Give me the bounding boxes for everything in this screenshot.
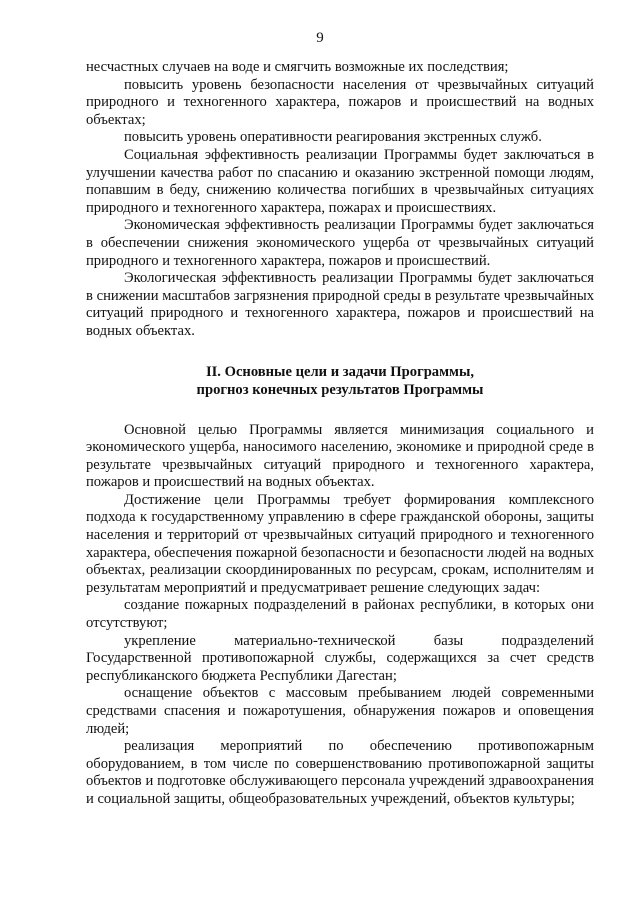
paragraph: Основной целью Программы является минимизация социального и экономического ущерба, наносимого населению, экономике и природной среде в результате чрезвычайных ситуаций природного и техногенного характера, пожаров и происшествий на водных объектах.	[86, 421, 594, 491]
page-number: 9	[316, 30, 324, 46]
paragraph: Социальная эффективность реализации Программы будет заключаться в улучшении качества работ по спасанию и оказанию экстренной помощи людям, попавшим в беду, снижению количества погибших в чрезвычайных ситуациях природного и техногенного характера, пожарах и происшествиях.	[86, 146, 594, 216]
paragraph: реализация мероприятий по обеспечению противопожарным оборудованием, в том числе по совершенствованию противопожарной защиты объектов и подготовке обслуживающего персонала учреждений здравоохранения и социальной защиты, общеобразовательных учреждений, объектов культуры;	[86, 738, 594, 807]
paragraph: Экологическая эффективность реализации Программы будет заключаться в снижении масштабов загрязнения природной среды в результате чрезвычайных ситуаций природного и техногенного характера, пожаров и происшествий на водных объектах.	[86, 270, 594, 339]
paragraph: несчастных случаев на воде и смягчить возможные их последствия;	[86, 59, 509, 75]
paragraph: оснащение объектов с массовым пребыванием людей современными средствами спасения и пожаротушения, обнаружения пожаров и оповещения людей;	[86, 685, 594, 737]
section-heading	[86, 363, 594, 399]
paragraph: укрепление материально-технической базы подразделений Государственной противопожарной службы, содержащихся за счет средств республиканского бюджета Республики Дагестан;	[86, 632, 594, 684]
section-heading-line: прогноз конечных результатов Программы	[196, 381, 484, 398]
paragraph: Достижение цели Программы требует формирования комплексного подхода к государственному управлению в сфере гражданской обороны, защиты населения и территорий от чрезвычайных ситуаций природного и техногенного характера, обеспечения пожарной безопасности и безопасности людей на водных объектах, реализации скоординированных по ресурсам, срокам, исполнителям и результатам мероприятий и предусматривает решение следующих задач:	[86, 491, 594, 596]
paragraph: повысить уровень оперативности реагирования экстренных служб.	[124, 129, 542, 146]
paragraph: создание пожарных подразделений в районах республики, в которых они отсутствуют;	[86, 597, 594, 632]
document-body	[86, 59, 594, 809]
paragraph: повысить уровень безопасности населения от чрезвычайных ситуаций природного и техногенного характера, пожаров и происшествий на водных объектах;	[86, 76, 594, 128]
paragraph: Экономическая эффективность реализации Программы будет заключаться в обеспечении снижения экономического ущерба от чрезвычайных ситуаций природного и техногенного характера, пожаров и происшествий.	[86, 217, 594, 269]
section-heading-line: II. Основные цели и задачи Программы,	[205, 363, 475, 380]
